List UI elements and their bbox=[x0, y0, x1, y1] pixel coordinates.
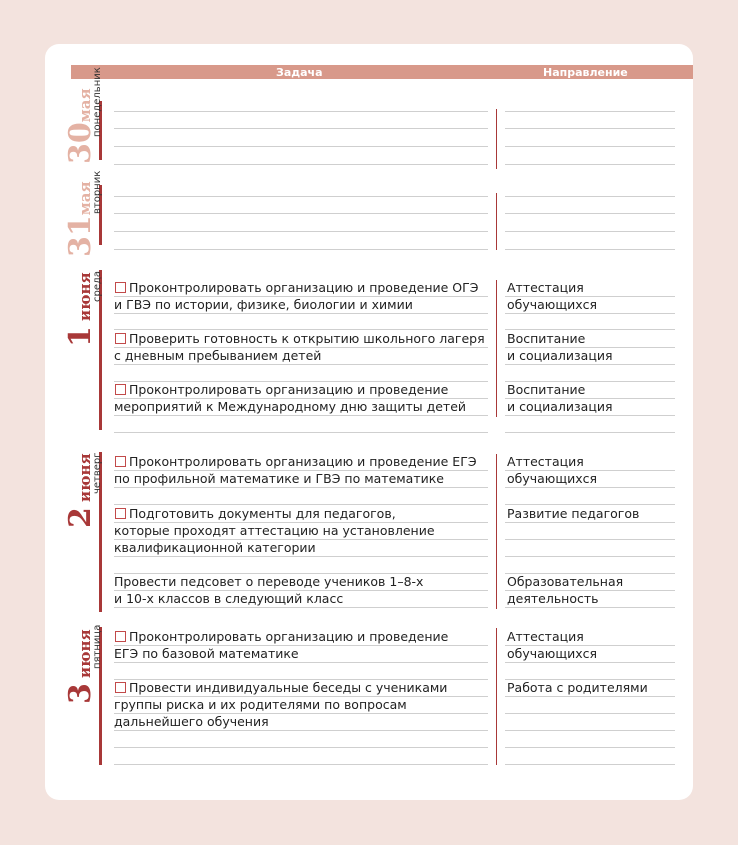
direction-text: обучающихся bbox=[507, 297, 598, 312]
direction-text: и социализация bbox=[507, 348, 613, 363]
direction-line bbox=[505, 364, 675, 365]
direction-line bbox=[505, 730, 675, 731]
direction-text: обучающихся bbox=[507, 646, 598, 661]
task-checkbox[interactable] bbox=[115, 456, 126, 467]
task-line bbox=[114, 556, 488, 557]
task-line bbox=[114, 128, 488, 129]
day-31-weekday-wrap bbox=[85, 171, 104, 214]
task-line bbox=[114, 146, 488, 147]
direction-line bbox=[505, 432, 675, 433]
task-checkbox[interactable] bbox=[115, 333, 126, 344]
task-text: Проконтролировать организацию и проведение bbox=[129, 629, 449, 644]
direction-line bbox=[505, 539, 675, 540]
direction-line bbox=[505, 747, 675, 748]
direction-text: деятельность bbox=[507, 591, 599, 606]
task-line bbox=[114, 249, 488, 250]
direction-text: и социализация bbox=[507, 399, 613, 414]
task-line bbox=[114, 607, 488, 608]
day-weekday: среда bbox=[92, 270, 103, 302]
direction-line bbox=[505, 696, 675, 697]
task-text: Подготовить документы для педагогов, bbox=[129, 506, 396, 521]
task-checkbox[interactable] bbox=[115, 682, 126, 693]
direction-text: Образовательная bbox=[507, 574, 624, 589]
direction-line bbox=[505, 196, 675, 197]
task-line-text: мероприятий к Международному дню защиты детей bbox=[114, 399, 467, 414]
direction-text: Воспитание bbox=[507, 382, 586, 397]
task-checkbox[interactable] bbox=[115, 384, 126, 395]
day-month: мая bbox=[76, 88, 94, 123]
task-line-text: и ГВЭ по истории, физике, биологии и химии bbox=[114, 297, 413, 312]
task-line-text: квалификационной категории bbox=[114, 540, 316, 555]
direction-text: Развитие педагогов bbox=[507, 506, 640, 521]
header-direction-label: Направление bbox=[543, 66, 628, 79]
direction-line bbox=[505, 415, 675, 416]
day-31-divider bbox=[496, 193, 497, 250]
direction-line bbox=[505, 128, 675, 129]
task-line bbox=[114, 487, 488, 488]
direction-line bbox=[505, 522, 675, 523]
task-item bbox=[114, 679, 447, 696]
day-weekday: понедельник bbox=[92, 67, 103, 137]
day-month: июня bbox=[76, 453, 94, 503]
task-text: Проверить готовность к открытию школьного лагеря bbox=[129, 331, 485, 346]
day-2-weekday-wrap bbox=[85, 452, 104, 494]
day-month: июня bbox=[76, 272, 94, 322]
task-line-text: и 10-х классов в следующий класс bbox=[114, 591, 344, 606]
day-weekday: вторник bbox=[92, 170, 103, 214]
day-month: мая bbox=[76, 181, 94, 216]
day-30-weekday-wrap bbox=[85, 67, 104, 137]
direction-line bbox=[505, 231, 675, 232]
task-checkbox[interactable] bbox=[115, 631, 126, 642]
task-text: Проконтролировать организацию и проведение ОГЭ bbox=[129, 280, 479, 295]
task-line-text: группы риска и их родителями по вопросам bbox=[114, 697, 407, 712]
task-text: Провести педсовет о переводе учеников 1–8-х bbox=[114, 574, 424, 589]
direction-line bbox=[505, 249, 675, 250]
task-line bbox=[114, 415, 488, 416]
task-line bbox=[114, 364, 488, 365]
task-line bbox=[114, 730, 488, 731]
direction-line bbox=[505, 487, 675, 488]
task-item bbox=[114, 330, 485, 347]
task-line-text: дальнейшего обучения bbox=[114, 714, 269, 729]
task-line bbox=[114, 196, 488, 197]
day-weekday: четверг bbox=[92, 452, 103, 494]
direction-line bbox=[505, 146, 675, 147]
header-task-label: Задача bbox=[276, 66, 323, 79]
task-item bbox=[114, 453, 477, 470]
day-30-divider bbox=[496, 109, 497, 169]
task-line bbox=[114, 231, 488, 232]
direction-line bbox=[505, 713, 675, 714]
task-line bbox=[114, 432, 488, 433]
day-2-divider bbox=[496, 454, 497, 609]
direction-text: Аттестация bbox=[507, 629, 584, 644]
direction-text: Аттестация bbox=[507, 280, 584, 295]
task-line bbox=[114, 313, 488, 314]
task-item bbox=[114, 628, 448, 645]
day-1-divider bbox=[496, 280, 497, 417]
direction-line bbox=[505, 607, 675, 608]
direction-line bbox=[505, 111, 675, 112]
task-text: Проконтролировать организацию и проведение bbox=[129, 382, 449, 397]
task-line bbox=[114, 111, 488, 112]
day-weekday: пятница bbox=[92, 624, 103, 669]
day-month: июня bbox=[76, 629, 94, 679]
direction-line bbox=[505, 313, 675, 314]
task-item bbox=[114, 279, 479, 296]
task-line bbox=[114, 213, 488, 214]
task-line-text: ЕГЭ по базовой математике bbox=[114, 646, 299, 661]
direction-line bbox=[505, 556, 675, 557]
task-line bbox=[114, 747, 488, 748]
direction-line bbox=[505, 662, 675, 663]
task-item bbox=[114, 381, 448, 398]
direction-text: Воспитание bbox=[507, 331, 586, 346]
direction-text: Аттестация bbox=[507, 454, 584, 469]
task-line-text: которые проходят аттестацию на установление bbox=[114, 523, 435, 538]
direction-line bbox=[505, 164, 675, 165]
task-line-text: с дневным пребыванием детей bbox=[114, 348, 322, 363]
direction-text: обучающихся bbox=[507, 471, 598, 486]
task-line bbox=[114, 164, 488, 165]
direction-text: Работа с родителями bbox=[507, 680, 648, 695]
day-3-divider bbox=[496, 628, 497, 765]
day-1-weekday-wrap bbox=[85, 271, 104, 302]
day-number: 30 bbox=[63, 122, 98, 164]
task-text: Проконтролировать организацию и проведение ЕГЭ bbox=[129, 454, 477, 469]
day-number: 3 bbox=[63, 683, 98, 704]
task-line-text: по профильной математике и ГВЭ по математике bbox=[114, 471, 444, 486]
task-text: Провести индивидуальные беседы с учениками bbox=[129, 680, 448, 695]
day-number: 1 bbox=[63, 326, 98, 347]
task-line bbox=[114, 764, 488, 765]
direction-line bbox=[505, 213, 675, 214]
day-number: 2 bbox=[63, 507, 98, 528]
direction-line bbox=[505, 764, 675, 765]
task-line bbox=[114, 662, 488, 663]
task-checkbox[interactable] bbox=[115, 282, 126, 293]
day-number: 31 bbox=[63, 215, 98, 257]
task-checkbox[interactable] bbox=[115, 508, 126, 519]
day-3-weekday-wrap bbox=[85, 625, 104, 669]
task-item bbox=[114, 505, 396, 522]
